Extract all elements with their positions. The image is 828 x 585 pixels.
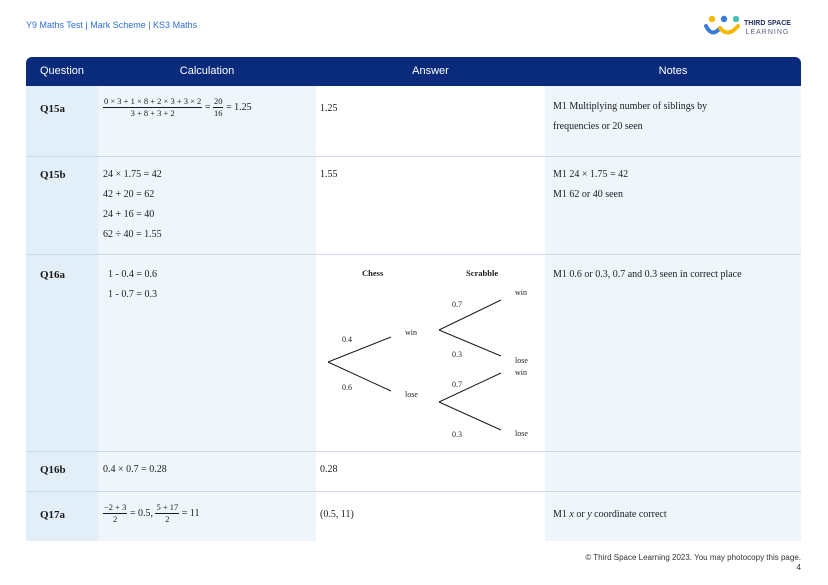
logo-line-1: THIRD SPACE bbox=[744, 20, 791, 27]
table-row-q15a bbox=[26, 86, 801, 156]
table-row-q16b bbox=[26, 452, 801, 491]
note-x: x bbox=[569, 509, 574, 520]
outcome-first-lose: lose bbox=[405, 390, 418, 399]
prob-lose-lose: 0.3 bbox=[452, 430, 462, 439]
numerator: 5 + 17 bbox=[156, 502, 179, 513]
note-line: frequencies or 20 seen bbox=[553, 121, 643, 132]
note-line: M1 Multiplying number of siblings by bbox=[553, 101, 708, 112]
fraction bbox=[213, 96, 224, 119]
tree-label-chess: Chess bbox=[362, 268, 384, 278]
calc-line: 1 - 0.7 = 0.3 bbox=[108, 289, 157, 300]
question-label: Q16b bbox=[40, 464, 66, 476]
numerator: −2 + 3 bbox=[104, 502, 127, 513]
numerator: 20 bbox=[213, 96, 223, 107]
branch-lose-win bbox=[439, 373, 501, 402]
calculation bbox=[103, 502, 200, 526]
note-suffix: coordinate correct bbox=[591, 509, 667, 520]
calc-line: 42 + 20 = 62 bbox=[103, 189, 155, 200]
answer: 1.25 bbox=[320, 103, 338, 114]
notes bbox=[553, 265, 742, 285]
answer: 1.55 bbox=[320, 169, 338, 180]
question-label: Q15b bbox=[40, 169, 66, 181]
question-label: Q17a bbox=[40, 509, 66, 521]
denominator: 16 bbox=[213, 108, 223, 119]
prob-first-win: 0.4 bbox=[342, 335, 352, 344]
result: = 11 bbox=[181, 508, 200, 519]
question-label: Q15a bbox=[40, 103, 66, 115]
note-line: M1 24 × 1.75 = 42 bbox=[553, 169, 629, 180]
calculation bbox=[103, 165, 162, 245]
header-answer: Answer bbox=[412, 65, 449, 77]
fraction bbox=[103, 96, 202, 119]
outcome-lose-win: win bbox=[515, 368, 527, 377]
tree-diagram bbox=[316, 255, 545, 451]
calc-line: 24 × 1.75 = 42 bbox=[103, 169, 162, 180]
outcome-first-win: win bbox=[405, 328, 417, 337]
document-title: Y9 Maths Test | Mark Scheme | KS3 Maths bbox=[26, 20, 198, 30]
note-prefix: M1 bbox=[553, 509, 570, 520]
branch-first-lose bbox=[328, 362, 391, 391]
branch-win-win bbox=[439, 300, 501, 330]
page-footer bbox=[585, 553, 801, 573]
note-y: y bbox=[587, 509, 592, 520]
fraction bbox=[155, 502, 179, 525]
table-row-q17a bbox=[26, 492, 801, 541]
question-label: Q16a bbox=[40, 269, 66, 281]
table-row-q16a bbox=[26, 255, 801, 451]
outcome-win-win: win bbox=[515, 288, 527, 297]
header-notes: Notes bbox=[658, 65, 688, 77]
calculation: 0.4 × 0.7 = 0.28 bbox=[103, 464, 167, 475]
branch-win-lose bbox=[439, 330, 501, 356]
copyright-notice: © Third Space Learning 2023. You may photocopy this page. bbox=[585, 553, 801, 562]
prob-first-lose: 0.6 bbox=[342, 383, 352, 392]
calculation bbox=[103, 96, 252, 120]
header-question: Question bbox=[39, 65, 85, 77]
notes bbox=[553, 165, 628, 205]
result: = 1.25 bbox=[225, 102, 252, 113]
tree-label-scrabble: Scrabble bbox=[466, 268, 499, 278]
note-or: or bbox=[573, 509, 588, 520]
calculation bbox=[108, 265, 157, 305]
denominator: 2 bbox=[113, 514, 118, 525]
logo-line-2: LEARNING bbox=[745, 29, 790, 36]
table-row-q15b bbox=[26, 157, 801, 254]
outcome-lose-lose: lose bbox=[515, 429, 528, 438]
note-line: M1 62 or 40 seen bbox=[553, 189, 623, 200]
prob-lose-win: 0.7 bbox=[452, 380, 462, 389]
answer: 0.28 bbox=[320, 464, 338, 475]
page-number: 4 bbox=[796, 563, 801, 572]
mark-scheme-table bbox=[26, 57, 801, 541]
logo-wordmark bbox=[744, 19, 791, 37]
branch-first-win bbox=[328, 337, 391, 362]
table-header bbox=[26, 57, 801, 86]
outcome-win-lose: lose bbox=[515, 356, 528, 365]
fraction bbox=[103, 502, 127, 525]
note-line: M1 0.6 or 0.3, 0.7 and 0.3 seen in correct place bbox=[553, 269, 742, 280]
denominator: 2 bbox=[165, 514, 170, 525]
calc-line: 62 ÷ 40 = 1.55 bbox=[103, 229, 162, 240]
calc-line: 24 + 16 = 40 bbox=[103, 209, 155, 220]
equals: = bbox=[204, 102, 211, 113]
numerator: 0 × 3 + 1 × 8 + 2 × 3 + 3 × 2 bbox=[104, 96, 202, 107]
prob-win-lose: 0.3 bbox=[452, 350, 462, 359]
prob-win-win: 0.7 bbox=[452, 300, 462, 309]
intermediate-result: = 0.5, bbox=[129, 508, 153, 519]
header-calculation: Calculation bbox=[179, 65, 235, 77]
denominator: 3 + 8 + 3 + 2 bbox=[130, 108, 175, 119]
notes bbox=[553, 509, 667, 520]
answer: (0.5, 11) bbox=[320, 509, 354, 520]
calc-line: 1 - 0.4 = 0.6 bbox=[108, 269, 157, 280]
branch-lose-lose bbox=[439, 402, 501, 430]
notes bbox=[553, 97, 707, 137]
